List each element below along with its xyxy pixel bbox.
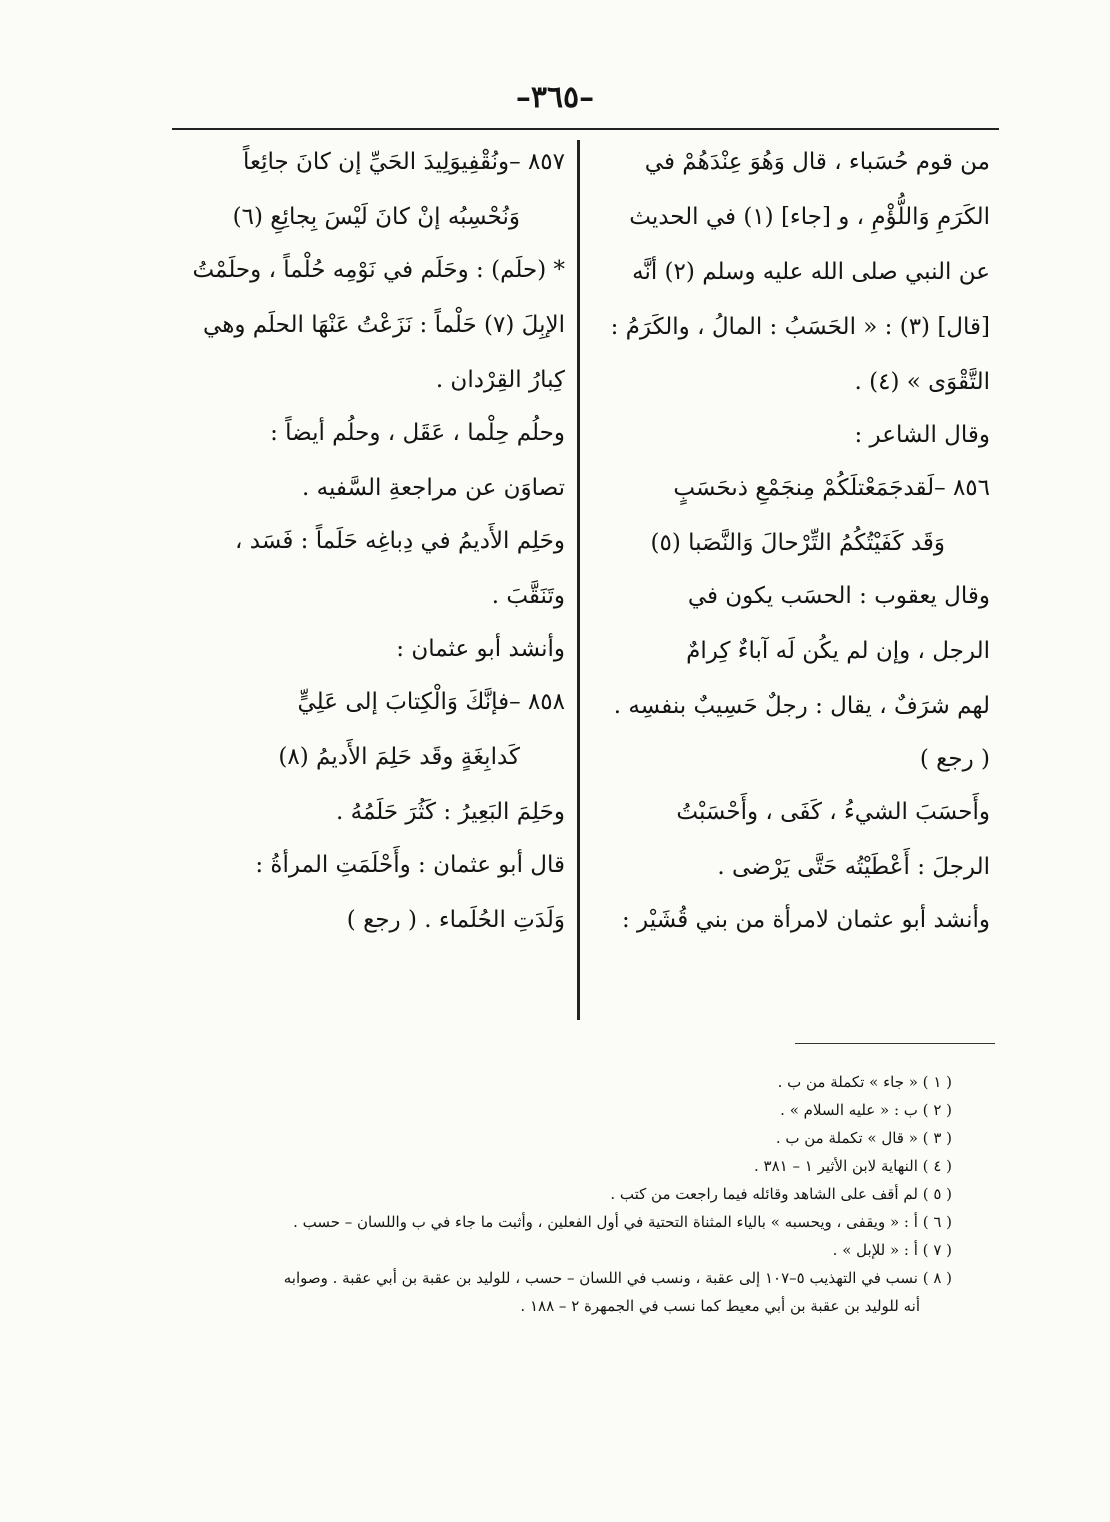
paragraph-abu-uthman bbox=[180, 635, 565, 664]
verse-line: ٨٥٧ –ونُقْفِيوَلِيدَ الحَيِّ إن كانَ جائِعاً bbox=[242, 149, 565, 175]
column-divider bbox=[577, 140, 580, 1020]
paragraph-ahlamat bbox=[180, 851, 565, 935]
verse-line: وَنُحْسِبُه إنْ كانَ لَيْسَ بِجائِعِ (٦) bbox=[232, 204, 520, 230]
verse-858 bbox=[180, 688, 565, 827]
footnote-2: ( ٢ ) ب : « عليه السلام » . bbox=[780, 1101, 952, 1119]
paragraph-poet-intro bbox=[600, 421, 990, 450]
text-line: عن النبي صلى الله عليه وسلم (٢) أنَّه bbox=[632, 259, 990, 285]
text-line: التَّقْوَى » (٤) . bbox=[854, 369, 990, 395]
text-line: قال أبو عثمان : وأَحْلَمَتِ المرأةُ : bbox=[255, 852, 565, 878]
verse-856 bbox=[600, 474, 990, 558]
footnote-8: ( ٨ ) نسب في التهذيب ٥–١٠٧ إلى عقبة ، ونسب في اللسان – حسب ، للوليد بن عقبة بن أبي عقبة . وصوابه bbox=[283, 1269, 952, 1287]
right-column bbox=[600, 148, 990, 959]
footnote-8-continuation: أنه للوليد بن عقبة بن أبي معيط كما نسب في الجمهرة ٢ – ١٨٨ . bbox=[520, 1297, 920, 1315]
text-line: الكَرَمِ وَاللُّؤْمِ ، و [جاء] (١) في الحديث bbox=[629, 204, 990, 230]
footnote-5: ( ٥ ) لم أقف على الشاهد وقائله فيما راجعت من كتب . bbox=[610, 1185, 952, 1203]
text-line: وحَلِم الأَديمُ في دِباغِه حَلَماً : فَسَد ، bbox=[235, 528, 565, 554]
text-line: وأنشد أبو عثمان : bbox=[396, 636, 565, 662]
text-line: كِبارُ القِرْدان . bbox=[435, 367, 565, 393]
paragraph-adim bbox=[180, 527, 565, 611]
paragraph-hilm bbox=[180, 419, 565, 503]
text-line: ( رجع ) bbox=[919, 746, 990, 772]
paragraph-yaqub bbox=[600, 582, 990, 721]
entry-halama bbox=[180, 256, 565, 395]
paragraph-ahsaba bbox=[600, 798, 990, 882]
footnote-6: ( ٦ ) أ : « ويقفى ، ويحسبه » بالياء المثناة التحتية في أول الفعلين ، وأثبت ما جاء في ب واللسان – حسب . bbox=[293, 1213, 952, 1231]
text-line: [قال] (٣) : « الحَسَبُ : المالُ ، والكَرَمُ : bbox=[610, 314, 990, 340]
text-line: وقال الشاعر : bbox=[854, 422, 990, 448]
footnote-3: ( ٣ ) « قال » تكملة من ب . bbox=[775, 1129, 952, 1147]
text-line: تصاوَن عن مراجعةِ السَّفيه . bbox=[301, 475, 565, 501]
footnote-7: ( ٧ ) أ : « للإبل » . bbox=[832, 1241, 952, 1259]
text-line: وأَحسَبَ الشيءُ ، كَفَى ، وأَحْسَبْتُ bbox=[676, 799, 990, 825]
verse-line: وَقَد كَفَيْتُكُمُ التِّرْحالَ وَالنَّصَبا (٥) bbox=[650, 530, 945, 556]
verse-line: ٨٥٨ –فإنَّكَ وَالْكِتابَ إلى عَلِيٍّ bbox=[297, 689, 565, 715]
footnote-rule bbox=[795, 1043, 995, 1044]
text-line: وَلَدَتِ الحُلَماء . ( رجع ) bbox=[346, 907, 565, 933]
verse-line: كَدابِغَةٍ وقَد حَلِمَ الأَديمُ (٨) bbox=[278, 744, 520, 770]
paragraph-hasab-definition bbox=[600, 148, 990, 397]
page-number: –٣٦٥– bbox=[515, 80, 595, 115]
verse-857 bbox=[180, 148, 565, 232]
text-line: الرجلَ : أَعْطَيْتُه حَتَّى يَرْضى . bbox=[717, 854, 990, 880]
verse-line: ٨٥٦ –لَقدجَمَعْتلَكُمْ مِنجَمْعِ ذىحَسَبٍ bbox=[673, 475, 990, 501]
text-line: الإبِلَ (٧) حَلْماً : نَزَعْتُ عَنْهَا الحلَم وهي bbox=[203, 312, 565, 338]
text-line: وقال يعقوب : الحسَب يكون في bbox=[687, 583, 990, 609]
text-line: من قوم حُسَباء ، قال وَهُوَ عِنْدَهُمْ في bbox=[644, 149, 990, 175]
text-line: وتَنَقَّبَ . bbox=[491, 583, 565, 609]
paragraph-abu-uthman-qushayr bbox=[600, 906, 990, 935]
footnotes bbox=[170, 1068, 952, 1320]
text-line: * (حلَم) : وحَلَم في نَوْمِه حُلْماً ، وحلَمْتُ bbox=[192, 257, 565, 283]
text-line: الرجل ، وإن لم يكُن لَه آباءٌ كِرامٌ bbox=[686, 638, 990, 664]
text-line: وحَلِمَ البَعِيرُ : كَثُرَ حَلَمُهُ . bbox=[336, 799, 565, 825]
text-line: وأنشد أبو عثمان لامرأة من بني قُشَيْر : bbox=[622, 907, 990, 933]
header-rule bbox=[172, 128, 999, 130]
text-line: وحلُم حِلْما ، عَقَل ، وحلُم أيضاً : bbox=[270, 420, 565, 446]
left-column bbox=[180, 148, 565, 959]
footnote-4: ( ٤ ) النهاية لابن الأثير ١ – ٣٨١ . bbox=[753, 1157, 952, 1175]
return-marker bbox=[600, 745, 990, 774]
footnote-1: ( ١ ) « جاء » تكملة من ب . bbox=[777, 1073, 952, 1091]
text-line: لهم شرَفٌ ، يقال : رجلٌ حَسِيبٌ بنفسِه . bbox=[613, 693, 990, 719]
